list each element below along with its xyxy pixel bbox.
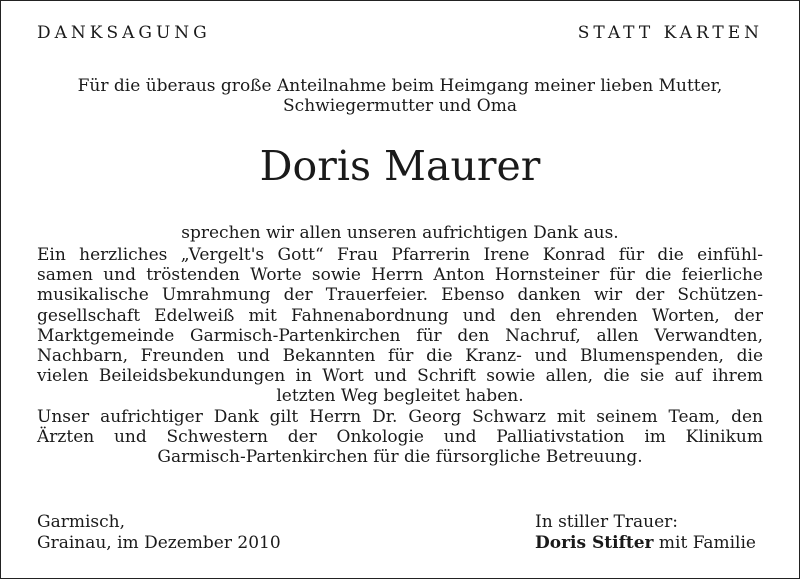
body-line: Unser aufrichtiger Dank gilt Herrn Dr. Georg Schwarz mit seinem Team, den <box>37 406 763 427</box>
intro-line-1: Für die überaus große Anteilnahme beim Heimgang meiner lieben Mutter, <box>77 76 723 96</box>
body-line: vielen Beileidsbekundungen in Wort und Schrift sowie allen, die sie auf ihrem <box>37 366 763 387</box>
body-line: Nachbarn, Freunden und Bekannten für die Kranz- und Blumenspenden, die <box>37 346 763 367</box>
body-text <box>37 245 763 467</box>
body-line: Ein herzliches „Vergelt's Gott“ Frau Pfarrerin Irene Konrad für die einfühl- <box>37 245 763 265</box>
body-line: letzten Weg begleitet haben. <box>276 386 524 407</box>
date-line: Grainau, im Dezember 2010 <box>37 533 281 553</box>
signature-suffix: mit Familie <box>653 533 756 553</box>
signature-name: Doris Stifter <box>535 533 654 553</box>
signature-line <box>535 533 756 554</box>
body-line: Garmisch-Partenkirchen für die fürsorgliche Betreuung. <box>157 447 643 468</box>
signature-label: In stiller Trauer: <box>535 512 678 532</box>
intro-line-2: Schwiegermutter und Oma <box>283 96 517 116</box>
body-line: gesellschaft Edelweiß mit Fahnenabordnung und den ehrenden Worten, der <box>37 305 763 326</box>
body-line: Marktgemeinde Garmisch-Partenkirchen für den Nachruf, allen Verwandten, <box>37 325 763 346</box>
place-line: Garmisch, <box>37 512 125 532</box>
body-line: samen und tröstenden Worte sowie Herrn Anton Hornsteiner für die feierliche <box>37 265 763 286</box>
signature-block <box>535 512 756 554</box>
notice-type-label: DANKSAGUNG <box>37 23 211 43</box>
body-line: Ärzten und Schwestern der Onkologie und Palliativstation im Klinikum <box>37 426 763 447</box>
thanks-line: sprechen wir allen unseren aufrichtigen Dank aus. <box>181 223 619 243</box>
notice-subtype-label: STATT KARTEN <box>577 23 763 43</box>
deceased-name: Doris Maurer <box>259 142 541 190</box>
place-date-block <box>37 512 281 554</box>
intro-text <box>37 76 763 116</box>
body-line: musikalische Umrahmung der Trauerfeier. Ebenso danken wir der Schützen- <box>37 285 763 306</box>
